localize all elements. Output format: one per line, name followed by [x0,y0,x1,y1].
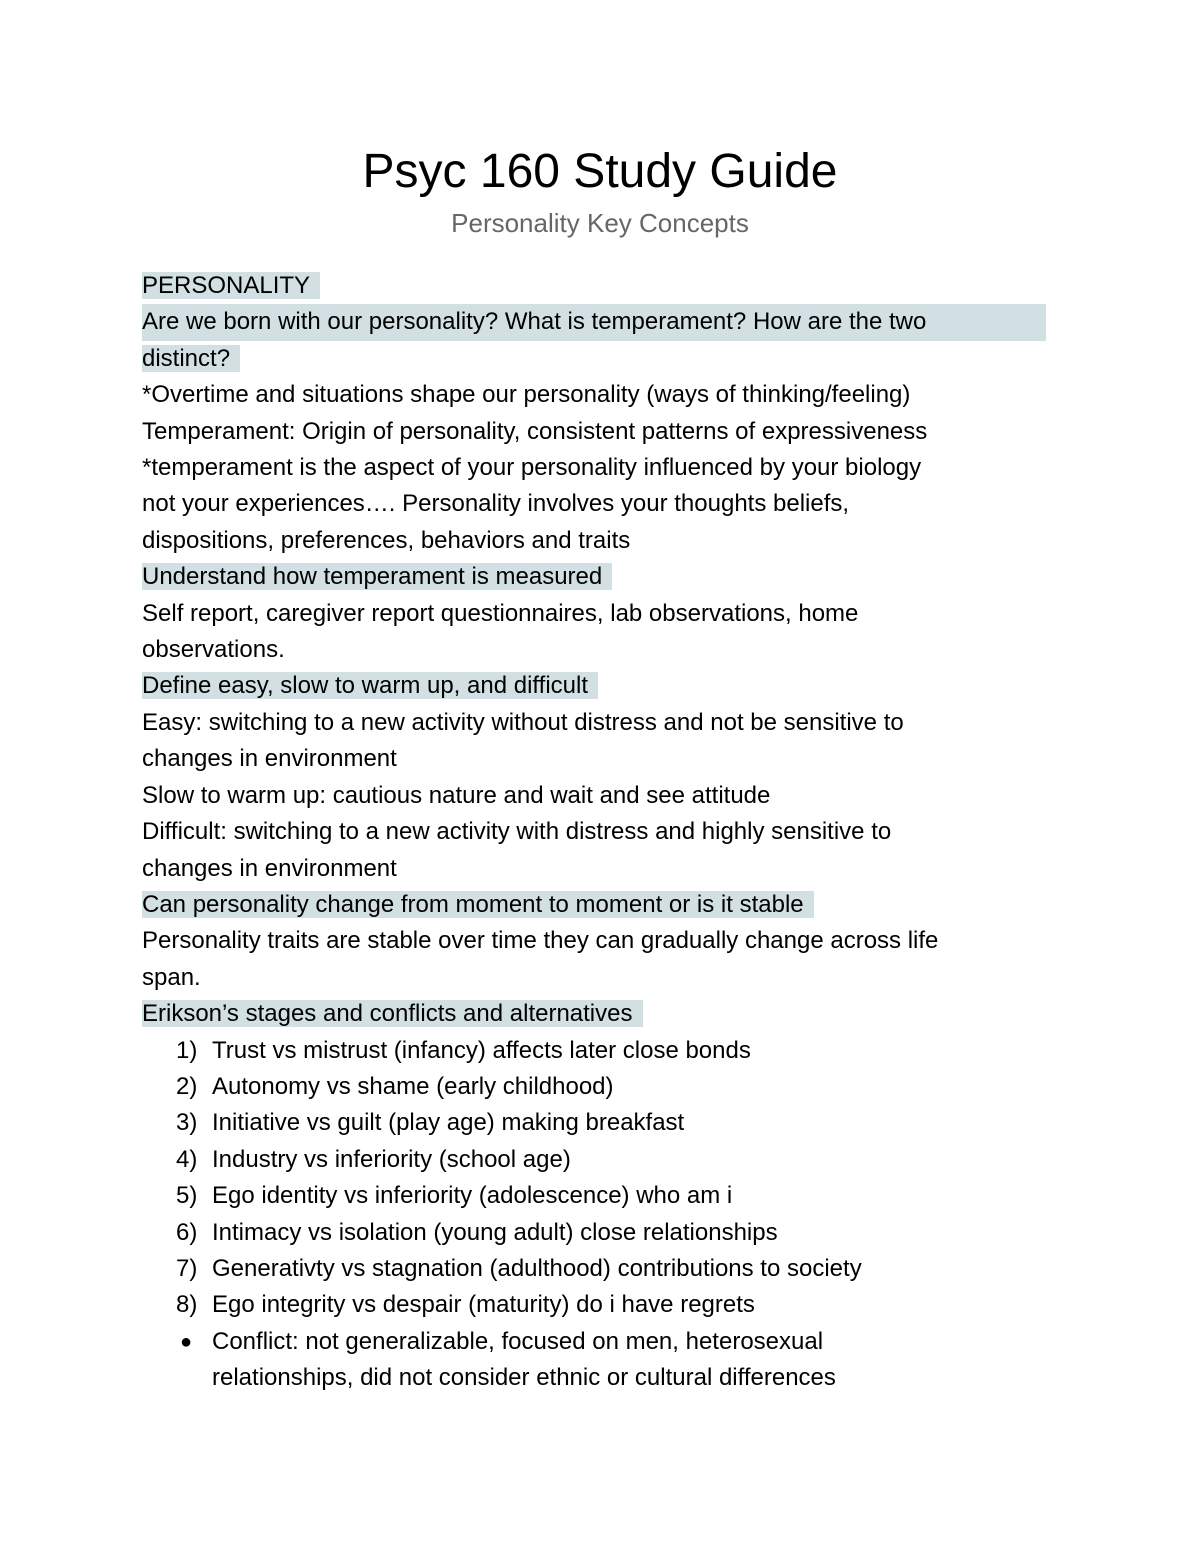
page-title: Psyc 160 Study Guide [362,145,838,198]
answer-line: Slow to warm up: cautious nature and wait and see attitude [142,781,771,809]
question-personality-stable: Can personality change from moment to moment or is it stable [142,887,1057,923]
question-born-with-personality-cont: distinct? [142,341,1057,377]
answer-line: span. [142,963,201,991]
list-item: 1) Trust vs mistrust (infancy) affects later close bonds [176,1036,751,1064]
list-item: 3) Initiative vs guilt (play age) making breakfast [176,1109,685,1137]
answer-line: observations. [142,636,285,664]
bullet-item-conflict-cont: relationships, did not consider ethnic or cultural differences [212,1364,836,1392]
question-born-with-personality: Are we born with our personality? What is temperament? How are the two [142,304,1057,340]
answer-line: dispositions, preferences, behaviors and traits [142,526,631,554]
answer-line: *temperament is the aspect of your personality influenced by your biology [142,454,922,482]
bullet-item-conflict: ● Conflict: not generalizable, focused on men, heterosexual [142,1324,1057,1360]
study-guide-content [142,268,1057,1397]
question-define-temperaments: Define easy, slow to warm up, and difficult [142,668,1057,704]
question-temperament-measured: Understand how temperament is measured [142,559,1057,595]
page-subtitle: Personality Key Concepts [451,208,749,238]
answer-line: not your experiences…. Personality involves your thoughts beliefs, [142,490,850,518]
section-heading: PERSONALITY [142,268,1057,304]
answer-line: Self report, caregiver report questionnaires, lab observations, home [142,599,859,627]
list-item: 8) Ego integrity vs despair (maturity) do i have regrets [176,1291,755,1319]
list-item: 5) Ego identity vs inferiority (adolescence) who am i [176,1182,733,1210]
list-item: 7) Generativty vs stagnation (adulthood) contributions to society [176,1254,862,1282]
erikson-stage-list [142,1033,1057,1397]
question-erikson-stages: Erikson’s stages and conflicts and alternatives [142,996,1057,1032]
answer-line: Temperament: Origin of personality, consistent patterns of expressiveness [142,417,928,445]
list-item: 4) Industry vs inferiority (school age) [176,1145,571,1173]
answer-line: Easy: switching to a new activity without distress and not be sensitive to [142,708,904,736]
list-item: 2) Autonomy vs shame (early childhood) [176,1072,614,1100]
answer-line: Personality traits are stable over time they can gradually change across life [142,927,939,955]
list-item: 6) Intimacy vs isolation (young adult) close relationships [176,1218,778,1246]
answer-line: changes in environment [142,854,397,882]
answer-line: changes in environment [142,745,397,773]
bullet-icon: ● [180,1330,193,1353]
answer-line: *Overtime and situations shape our personality (ways of thinking/feeling) [142,381,911,409]
answer-line: Difficult: switching to a new activity with distress and highly sensitive to [142,818,892,846]
